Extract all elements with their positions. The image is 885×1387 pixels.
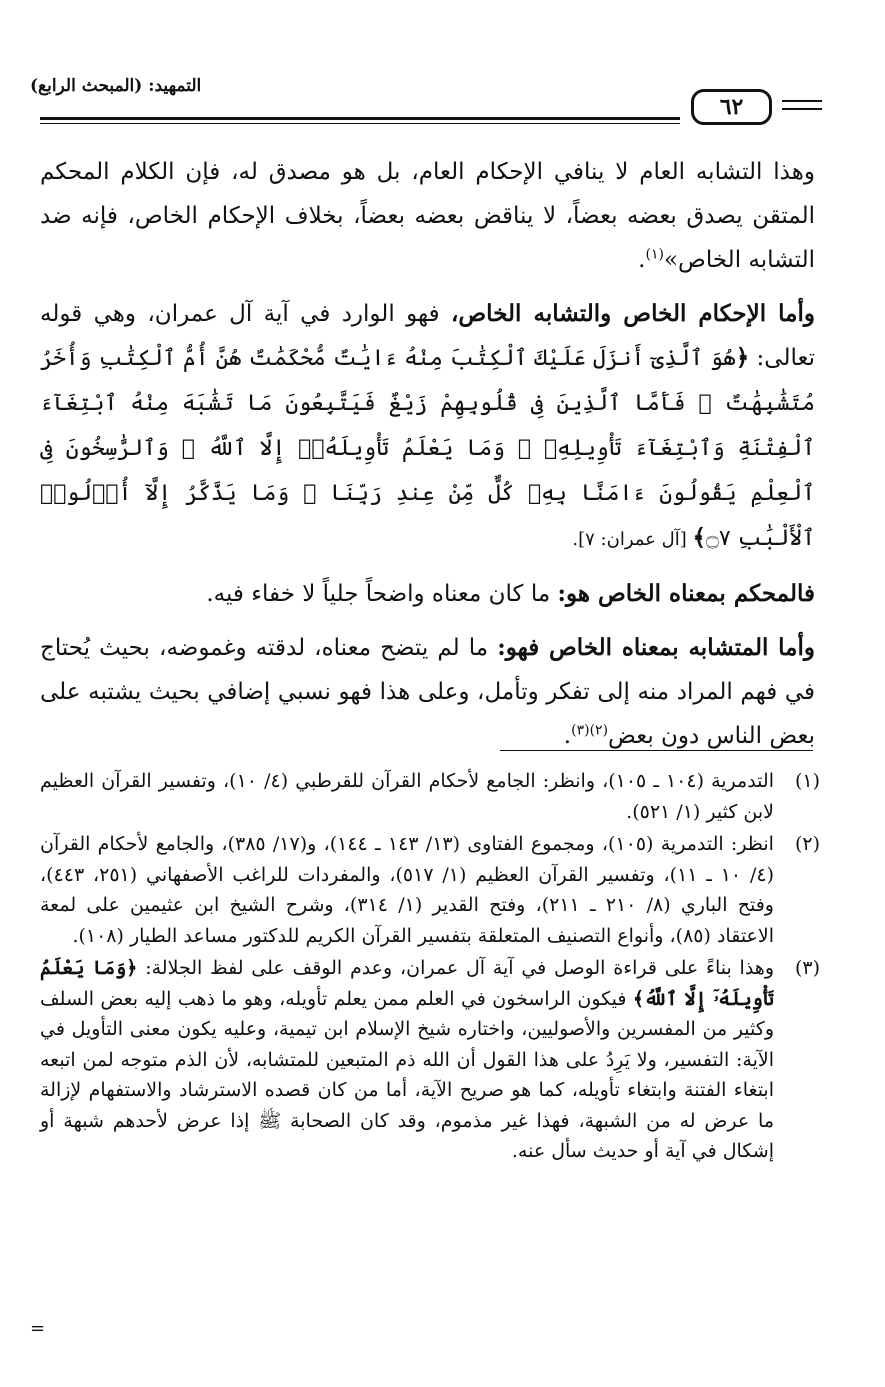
footnote-3 — [40, 953, 820, 1167]
verse-close-bracket: ﴾ — [692, 524, 706, 551]
paragraph-text: ما لم يتضح معناه، لدقته وغموضه، بحيث يُحتاج في فهم المراد منه إلى تفكر وتأمل، وعلى هذا فهو نسبي إضافي بحيث يشتبه على بعض الناس دون بعض — [40, 635, 815, 749]
header-ornament-line — [782, 100, 822, 102]
footnote-text: انظر: التدمرية (١٠٥)، ومجموع الفتاوى (١٣/ ١٤٣ ـ ١٤٤)، و(١٧/ ٣٨٥)، والجامع لأحكام القرآن (٤/ ١٠ ـ ١١)، وتفسير القرآن العظيم (١/ ٥١٧)، والمفردات للراغب الأصفهاني (٢٥١، ٤٤٣)، وفتح الباري (٨/ ٢١٠ ـ ٢١١)، وفتح القدير (١/ ٣١٤)، وشرح الشيخ ابن عثيمين على لمعة الاعتقاد (٨٥)، وأنواع التصنيف المتعلقة بتفسير القرآن الكريم للدكتور مساعد الطيار (١٠٨). — [40, 833, 774, 947]
verse-open-bracket: ﴿ — [735, 344, 750, 371]
footnote-2 — [40, 829, 820, 951]
paragraph-end: . — [638, 247, 646, 273]
footnote-1 — [40, 766, 820, 827]
footnote-ref: (١) — [645, 246, 664, 263]
paragraph-heading: وأما الإحكام الخاص والتشابه الخاص، — [450, 300, 815, 327]
footnote-text: التدمرية (١٠٤ ـ ١٠٥)، وانظر: الجامع لأحكام القرآن للقرطبي (٤/ ١٠)، وتفسير القرآن العظيم لابن كثير (١/ ٥٢١). — [40, 770, 774, 823]
header-rule — [40, 117, 680, 120]
paragraph-3 — [40, 572, 815, 616]
running-title: التمهيد: (المبحث الرابع) — [30, 76, 202, 96]
header-rule-thin — [40, 123, 680, 124]
verse-reference: [آل عمران: ٧]. — [572, 529, 693, 550]
paragraph-text: ما كان معناه واضحاً جلياً لا خفاء فيه. — [206, 581, 558, 607]
paragraph-4 — [40, 626, 815, 758]
footnote-number: (١) — [794, 770, 820, 792]
paragraph-heading: فالمحكم بمعناه الخاص هو: — [557, 580, 815, 607]
page-number-text: ٦٢ — [719, 94, 744, 120]
paragraph-1 — [40, 150, 815, 282]
paragraph-text: فهو الوارد في آية آل عمران، وهي قوله تعالى: — [40, 301, 815, 371]
footnote-text-part: وهذا بناءً على قراءة الوصل في آية آل عمران، وعدم الوقف على لفظ الجلالة: — [137, 957, 774, 979]
footnote-number: (٣) — [794, 957, 820, 979]
paragraph-end: . — [563, 723, 572, 749]
paragraph-text: وهذا التشابه العام لا ينافي الإحكام العام، بل هو مصدق له، فإن الكلام المحكم المتقن يصدق بعضه بعضاً، لا يناقض بعضه بعضاً، بخلاف الإحكام الخاص، فإنه ضد التشابه الخاص» — [40, 159, 815, 273]
quran-verse: هُوَ ٱلَّذِىٓ أَنزَلَ عَلَيْكَ ٱلْكِتَٰبَ مِنْهُ ءَايَٰتٌ مُّحْكَمَٰتٌ هُنَّ أُمُّ ٱلْكِتَٰبِ وَأُخَرُ مُتَشَٰبِهَٰتٌ ۖ فَأَمَّا ٱلَّذِينَ فِى قُلُوبِهِمْ زَيْغٌ فَيَتَّبِعُونَ مَا تَشَٰبَهَ مِنْهُ ٱبْتِغَآءَ ٱلْفِتْنَةِ وَٱبْتِغَآءَ تَأْوِيلِهِۦ ۗ وَمَا يَعْلَمُ تَأْوِيلَهُۥٓ إِلَّا ٱللَّهُ ۗ وَٱلرَّٰسِخُونَ فِى ٱلْعِلْمِ يَقُولُونَ ءَامَنَّا بِهِۦ كُلٌّ مِّنْ عِندِ رَبِّنَا ۗ وَمَا يَذَّكَّرُ إِلَّآ أُو۟لُوا۟ ٱلْأَلْبَٰبِ ۝٧ — [40, 346, 815, 551]
footnote-number: (٢) — [794, 833, 820, 855]
footnote-text — [40, 953, 774, 1167]
footnote-text-part: فيكون الراسخون في العلم ممن يعلم تأويله، وهو ما ذهب إليه بعض السلف وكثير من المفسرين والأصوليين، واختاره شيخ الإسلام ابن تيمية، وعليه يكون معنى التأويل في الآية: التفسير، ولا يَرِدُ على هذا القول أن الله ذم المتبعين للمتشابه، لأن الذم متوجه لمن اتبعه ابتغاء الفتنة وابتغاء تأويله، كما هو صريح الآية، أما من كان قصده الاسترشاد والاستفهام لإزالة ما عرض له من الشبهة، فهذا غير مذموم، وقد كان الصحابة ﷺ إذا عرض لأحدهم شبهة أو إشكال في آية أو حديث سأل عنه. — [40, 987, 774, 1162]
footnotes — [40, 766, 820, 1169]
paragraph-heading: وأما المتشابه بمعناه الخاص فهو: — [497, 634, 815, 661]
paragraph-2 — [40, 292, 815, 562]
footnote-separator — [500, 750, 813, 751]
footnote-ref: (٢)(٣) — [571, 722, 609, 739]
page-number — [691, 89, 772, 125]
quran-verse: ﴿وَمَا يَعْلَمُ تَأْوِيلَهُۥٓ إِلَّا ٱللَّهُ﴾ — [40, 957, 774, 1010]
main-text — [40, 150, 815, 764]
header-ornament-line — [782, 108, 822, 110]
continuation-marker: = — [30, 1318, 46, 1339]
